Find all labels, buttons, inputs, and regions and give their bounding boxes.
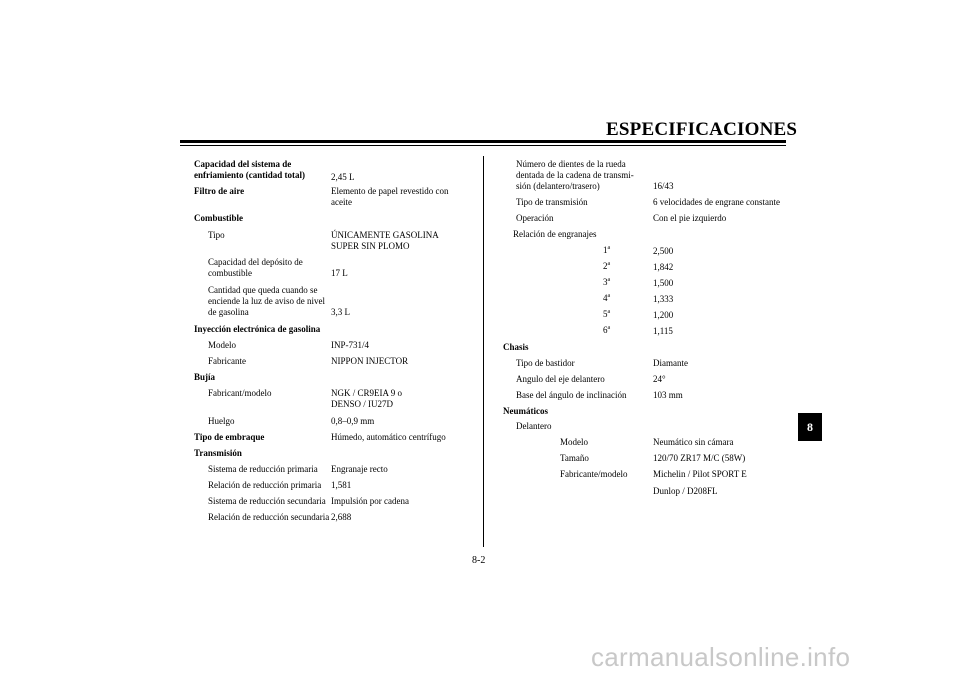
chassis-heading: Chasis [503,342,529,352]
operation-value: Con el pie izquierdo [653,213,727,223]
tires-heading: Neumáticos [503,406,548,416]
transmission-row-label: Sistema de reducción secundaria [208,496,326,506]
injection-model-value: INP-731/4 [331,340,369,350]
spark-plug-gap-label: Huelgo [208,416,235,426]
gear-ratio-value: 1,842 [653,262,674,272]
gear-number: 2$^a$ [603,261,611,271]
transmission-row-value: 1,581 [331,480,352,490]
transmission-row-value: 2,688 [331,512,352,522]
transmission-type-value: 6 velocidades de engrane constante [653,197,780,207]
gear-ratio-value: 1,333 [653,294,674,304]
injection-maker-label: Fabricante [208,356,246,366]
gear-number: 1$^a$ [603,245,611,255]
spark-plug-maker-value-2: DENSO / IU27D [331,399,393,409]
watermark: carmanualsonline.info [591,642,851,672]
injection-heading: Inyección electrónica de gasolina [194,324,321,334]
tire-size-label: Tamaño [560,453,589,463]
header-rule-thin [180,145,786,146]
chapter-tab-label: 8 [807,419,813,434]
transmission-type-label: Tipo de transmisión [516,197,588,207]
fuel-tank-label-2: combustible [208,268,252,278]
injection-model-label: Modelo [208,340,236,350]
page-number: 8-2 [472,555,486,566]
clutch-label: Tipo de embraque [194,432,265,442]
fuel-type-value-2: SUPER SIN PLOMO [331,241,410,251]
gear-number: 6$^a$ [603,325,611,335]
chassis-row-label: Angulo del eje delantero [516,374,605,384]
sprocket-teeth-label-2: dentada de la cadena de transmi- [516,170,634,180]
fuel-heading: Combustible [194,213,244,223]
sprocket-teeth-label: Número de dientes de la rueda [516,159,626,169]
chassis-row-label: Tipo de bastidor [516,358,575,368]
tire-maker-value: Michelin / Pilot SPORT E [653,469,747,479]
fuel-reserve-value: 3,3 L [331,307,350,317]
gear-number: 4$^a$ [603,293,611,303]
cooling-capacity-value: 2,45 L [331,172,355,182]
header-rule-thick [180,140,786,143]
transmission-row-value: Engranaje recto [331,464,388,474]
fuel-reserve-label: Cantidad que queda cuando se [208,285,318,295]
sprocket-teeth-label-3: sión (delantero/trasero) [516,181,600,191]
clutch-value: Húmedo, automático centrífugo [331,432,446,442]
spark-plug-maker-label: Fabricant/modelo [208,388,272,398]
transmission-row-label: Sistema de reducción primaria [208,464,318,474]
injection-maker-value: NIPPON INJECTOR [331,356,409,366]
gear-number: 3$^a$ [603,277,611,287]
tire-size-value: 120/70 ZR17 M/C (58W) [653,453,746,463]
sprocket-teeth-value: 16/43 [653,181,674,191]
gear-ratios-heading: Relación de engranajes [513,229,597,239]
chassis-row-label: Base del ángulo de inclinación [516,390,627,400]
air-filter-value: Elemento de papel revestido con [331,186,449,196]
chassis-row-value: 24° [653,374,666,384]
tire-model-label: Modelo [560,437,588,447]
fuel-tank-value: 17 L [331,268,348,278]
tire-maker-value-2: Dunlop / D208FL [653,486,718,496]
spark-plug-maker-value: NGK / CR9EIA 9 o [331,388,403,398]
transmission-row-value: Impulsión por cadena [331,496,409,506]
gear-ratio-value: 1,200 [653,310,674,320]
gear-ratio-value: 1,115 [653,326,673,336]
chapter-tab [798,413,822,441]
fuel-reserve-label-3: de gasolina [208,307,249,317]
cooling-capacity-label-2: enfriamiento (cantidad total) [194,170,305,180]
column-divider [483,156,484,547]
chassis-row-value: 103 mm [653,390,683,400]
transmission-row-label: Relación de reducción secundaria [208,512,330,522]
spark-plug-heading: Bujía [194,372,216,382]
gear-ratio-value: 1,500 [653,278,674,288]
tires-front-heading: Delantero [516,421,552,431]
transmission-row-label: Relación de reducción primaria [208,480,322,490]
tire-maker-label: Fabricante/modelo [560,469,628,479]
tire-model-value: Neumático sin cámara [653,437,734,447]
air-filter-value-2: aceite [331,197,352,207]
spark-plug-gap-value: 0,8–0,9 mm [331,416,375,426]
gear-ratio-value: 2,500 [653,246,674,256]
fuel-tank-label: Capacidad del depósito de [208,257,303,267]
fuel-type-label: Tipo [208,230,225,240]
fuel-reserve-label-2: enciende la luz de aviso de nivel [208,296,325,306]
air-filter-label: Filtro de aire [194,186,245,196]
cooling-capacity-label: Capacidad del sistema de [194,159,292,169]
chassis-row-value: Diamante [653,358,688,368]
page-header-title: ESPECIFICACIONES [606,119,798,140]
transmission-heading: Transmisión [194,448,242,458]
gear-number: 5$^a$ [603,309,611,319]
fuel-type-value: ÚNICAMENTE GASOLINA [331,230,439,240]
operation-label: Operación [516,213,554,223]
